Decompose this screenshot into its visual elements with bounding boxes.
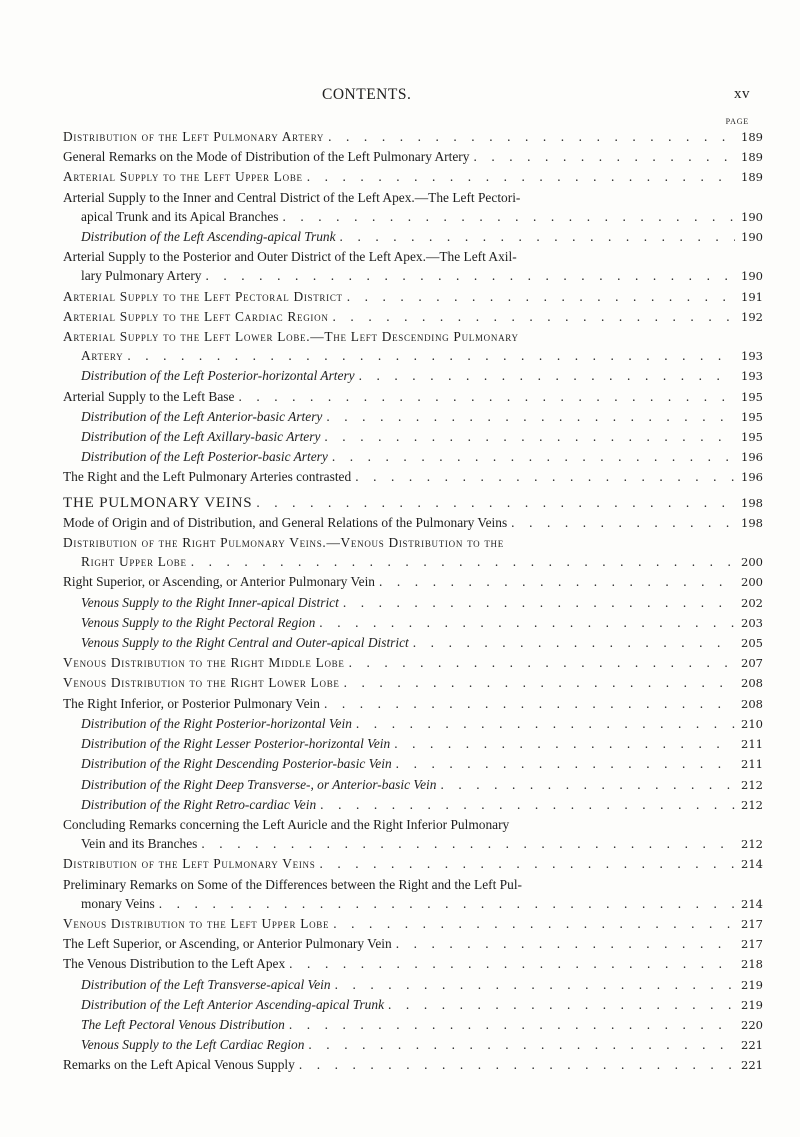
- toc-entry-page: 193: [741, 349, 763, 364]
- page-column-label: PAGE: [725, 117, 749, 126]
- toc-entry: [63, 734, 763, 754]
- dot-leader: [469, 147, 735, 166]
- toc-entry: [63, 366, 763, 386]
- toc-entry-title: The Left Pectoral Venous Distribution: [81, 1016, 285, 1032]
- toc-entry-page: 192: [741, 309, 763, 324]
- toc-entry-title: The Right and the Left Pulmonary Arteries contrasted: [63, 469, 352, 485]
- toc-entry: [63, 815, 763, 834]
- dot-leader: [340, 673, 735, 692]
- toc-entry: [63, 995, 763, 1015]
- toc-entry-title: Distribution of the Left Pulmonary Veins: [63, 856, 316, 872]
- dot-leader: [315, 613, 735, 632]
- toc-entry-page: 210: [741, 716, 763, 731]
- dot-leader: [304, 1035, 735, 1054]
- toc-entry: [63, 287, 763, 307]
- toc-entry-title: Distribution of the Left Pulmonary Artery: [63, 129, 325, 144]
- toc-entry: [63, 975, 763, 995]
- toc-entry-page: 189: [741, 170, 763, 185]
- toc-entry-page: 190: [741, 269, 763, 284]
- running-head: [0, 86, 800, 108]
- toc-entry-title: Venous Distribution to the Left Upper Lobe: [63, 915, 330, 931]
- toc-entry-page: 221: [741, 1058, 763, 1073]
- toc-entry-page: 220: [741, 1017, 763, 1032]
- toc-entry-page: 217: [741, 937, 763, 952]
- toc-entry: [63, 307, 763, 327]
- toc-entry: [63, 795, 763, 815]
- dot-leader: [278, 207, 735, 226]
- toc-entry-title: Arterial Supply to the Left Upper Lobe: [63, 169, 303, 185]
- toc-entry: [63, 613, 763, 633]
- dot-leader: [252, 493, 735, 512]
- toc-entry-title: Arterial Supply to the Left Base: [63, 388, 235, 404]
- toc-entry-title: lary Pulmonary Artery: [81, 268, 202, 284]
- page-title: CONTENTS.: [322, 86, 412, 103]
- dot-leader: [507, 513, 735, 532]
- toc-entry: [63, 633, 763, 653]
- toc-entry-title: Distribution of the Right Deep Transverse-, or Anterior-basic Vein: [81, 776, 437, 792]
- toc-entry-page: 189: [741, 130, 763, 144]
- toc-entry-title: Distribution of the Left Anterior-basic Artery: [81, 408, 323, 424]
- toc-entry: [63, 167, 763, 187]
- dot-leader: [339, 593, 735, 612]
- toc-entry: [63, 775, 763, 795]
- toc-entry: [63, 427, 763, 447]
- toc-entry-page: 205: [741, 636, 763, 651]
- dot-leader: [392, 754, 735, 773]
- dot-leader: [351, 467, 735, 486]
- toc-entry: [63, 653, 763, 673]
- dot-leader: [409, 633, 735, 652]
- dot-leader: [123, 346, 735, 365]
- dot-leader: [322, 407, 735, 426]
- toc-entry: [63, 894, 763, 914]
- toc-entry: [63, 552, 763, 572]
- toc-entry-title: Right Upper Lobe: [81, 554, 187, 570]
- toc-entry-title: Distribution of the Left Ascending-apical Trunk: [81, 229, 336, 245]
- toc-entry-title: Venous Distribution to the Right Lower Lobe: [63, 675, 340, 691]
- toc-entry: [63, 513, 763, 533]
- toc-entry: [63, 407, 763, 427]
- toc-entry-page: 191: [741, 289, 763, 304]
- toc-entry: [63, 954, 763, 974]
- toc-entry-title: Venous Distribution to the Right Middle Lobe: [63, 655, 345, 671]
- dot-leader: [316, 795, 735, 814]
- toc-entry-page: 221: [741, 1038, 763, 1053]
- toc-entry: [63, 227, 763, 247]
- toc-entry-page: 195: [741, 409, 763, 424]
- dot-leader: [390, 734, 735, 753]
- dot-leader: [436, 775, 735, 794]
- toc-entry: [63, 1015, 763, 1035]
- toc-entry: [63, 1035, 763, 1055]
- toc-entry-page: 217: [741, 916, 763, 931]
- toc-entry-page: 211: [741, 757, 763, 772]
- toc-entry-title: Arterial Supply to the Left Pectoral District: [63, 288, 343, 304]
- toc-entry: [63, 247, 763, 266]
- toc-entry-page: 207: [741, 656, 763, 671]
- toc-entry-page: 203: [741, 615, 763, 630]
- dot-leader: [202, 266, 736, 285]
- toc-entry-title: Arterial Supply to the Posterior and Outer District of the Left Apex.—The Left Axil-: [63, 249, 517, 265]
- dot-leader: [285, 1015, 735, 1034]
- toc-entry: [63, 188, 763, 207]
- toc-entry-title: Remarks on the Left Apical Venous Supply: [63, 1057, 295, 1073]
- toc-entry-title: Distribution of the Right Posterior-horizontal Vein: [81, 715, 352, 731]
- toc-entry-title: Distribution of the Left Posterior-horizontal Artery: [81, 368, 355, 384]
- toc-entry: [63, 493, 763, 513]
- dot-leader: [343, 287, 735, 306]
- toc-entry-page: 193: [741, 369, 763, 384]
- toc-entry: [63, 934, 763, 954]
- toc-entry: [63, 694, 763, 714]
- dot-leader: [295, 1055, 735, 1074]
- toc-entry-page: 211: [741, 737, 763, 752]
- dot-leader: [285, 954, 735, 973]
- toc-entry-page: 219: [741, 977, 763, 992]
- toc-entry-page: 195: [741, 389, 763, 404]
- dot-leader: [328, 447, 735, 466]
- toc-entry-title: Mode of Origin and of Distribution, and General Relations of the Pulmonary Veins: [63, 514, 508, 530]
- toc-entry-title: Distribution of the Right Retro-cardiac Vein: [81, 796, 317, 812]
- toc-entry-page: 198: [741, 495, 763, 510]
- toc-entry: [63, 467, 763, 487]
- dot-leader: [355, 366, 735, 385]
- toc-entry-title: The Right Inferior, or Posterior Pulmonary Vein: [63, 695, 320, 711]
- toc-entry-title: Venous Supply to the Left Cardiac Region: [81, 1037, 305, 1053]
- toc-entry-page: 214: [741, 896, 763, 911]
- toc-entry-page: 212: [741, 797, 763, 812]
- toc-entry-title: Distribution of the Right Lesser Posterior-horizontal Vein: [81, 736, 391, 752]
- page-number: xv: [734, 86, 750, 102]
- toc-entry: [63, 673, 763, 693]
- dot-leader: [303, 167, 735, 186]
- toc-entry-title: Distribution of the Left Transverse-apical Vein: [81, 976, 331, 992]
- toc-entry-page: 195: [741, 430, 763, 445]
- toc-entry-page: 200: [741, 575, 763, 590]
- toc-entry: [63, 1055, 763, 1075]
- toc-entry-page: 212: [741, 777, 763, 792]
- toc-entry-title: Artery: [81, 348, 124, 364]
- dot-leader: [234, 387, 735, 406]
- toc-entry: [63, 875, 763, 894]
- toc-entry-page: 200: [741, 555, 763, 570]
- toc-entry: [63, 207, 763, 227]
- dot-leader: [331, 975, 735, 994]
- toc-entry: [63, 447, 763, 467]
- toc-entry: [63, 572, 763, 592]
- dot-leader: [320, 694, 735, 713]
- toc-entry-page: 196: [741, 470, 763, 485]
- toc-entry: [63, 834, 763, 854]
- toc-entry-page: 196: [741, 450, 763, 465]
- toc-entry-title: Concluding Remarks concerning the Left Auricle and the Right Inferior Pulmonary: [63, 816, 510, 832]
- toc-entry-page: 202: [741, 595, 763, 610]
- toc-entry: [63, 593, 763, 613]
- toc-entry-page: 198: [741, 515, 763, 530]
- toc-entry-title: Venous Supply to the Right Inner-apical District: [81, 594, 339, 610]
- table-of-contents: [63, 127, 763, 1076]
- toc-entry-page: 214: [741, 857, 763, 872]
- toc-entry: [63, 914, 763, 934]
- dot-leader: [329, 307, 735, 326]
- toc-entry: [63, 754, 763, 774]
- toc-entry: [63, 387, 763, 407]
- toc-entry-title: The Left Superior, or Ascending, or Anterior Pulmonary Vein: [63, 936, 392, 952]
- dot-leader: [320, 427, 735, 446]
- dot-leader: [155, 894, 735, 913]
- toc-entry-title: The Venous Distribution to the Left Apex: [63, 956, 286, 972]
- toc-entry-title: Distribution of the Left Posterior-basic Artery: [81, 449, 328, 465]
- toc-entry-title: Distribution of the Left Anterior Ascending-apical Trunk: [81, 996, 385, 1012]
- dot-leader: [197, 834, 735, 853]
- toc-entry-page: 190: [741, 209, 763, 224]
- toc-entry-title: Distribution of the Right Descending Posterior-basic Vein: [81, 756, 392, 772]
- dot-leader: [375, 572, 735, 591]
- toc-entry-title: Distribution of the Left Axillary-basic Artery: [81, 429, 321, 445]
- toc-entry-title: General Remarks on the Mode of Distribution of the Left Pulmonary Artery: [63, 149, 470, 165]
- toc-entry-title: Distribution of the Right Pulmonary Veins.—Venous Distribution to the: [63, 535, 504, 551]
- toc-entry-title: Preliminary Remarks on Some of the Differences between the Right and the Left Pul-: [63, 876, 523, 892]
- toc-entry-title: Right Superior, or Ascending, or Anterior Pulmonary Vein: [63, 574, 376, 590]
- toc-entry: [63, 127, 763, 147]
- toc-entry-title: Venous Supply to the Right Pectoral Region: [81, 614, 316, 630]
- dot-leader: [187, 552, 735, 571]
- toc-entry: [63, 266, 763, 286]
- dot-leader: [315, 854, 735, 873]
- toc-entry: [63, 147, 763, 167]
- toc-entry: [63, 854, 763, 874]
- toc-entry-page: 189: [741, 150, 763, 165]
- toc-entry: [63, 714, 763, 734]
- toc-entry-page: 190: [741, 230, 763, 245]
- toc-entry-page: 208: [741, 696, 763, 711]
- toc-entry-page: 218: [741, 957, 763, 972]
- dot-leader: [324, 127, 735, 146]
- toc-entry-title: monary Veins: [81, 895, 155, 911]
- dot-leader: [345, 653, 735, 672]
- toc-entry-title: Arterial Supply to the Left Cardiac Region: [63, 308, 329, 324]
- toc-entry: [63, 533, 763, 552]
- toc-entry-page: 219: [741, 997, 763, 1012]
- toc-entry-title: Arterial Supply to the Left Lower Lobe.—The Left Descending Pulmonary: [63, 329, 519, 345]
- dot-leader: [392, 934, 735, 953]
- toc-entry-title: apical Trunk and its Apical Branches: [81, 208, 279, 224]
- toc-entry-page: 208: [741, 676, 763, 691]
- dot-leader: [352, 714, 735, 733]
- toc-entry-title: Arterial Supply to the Inner and Central District of the Left Apex.—The Left Pectori-: [63, 189, 521, 205]
- toc-entry: [63, 327, 763, 346]
- dot-leader: [336, 227, 735, 246]
- dot-leader: [329, 914, 735, 933]
- toc-entry-title: Venous Supply to the Right Central and Outer-apical District: [81, 635, 409, 651]
- toc-entry-page: 212: [741, 837, 763, 852]
- toc-entry-title: Vein and its Branches: [81, 836, 198, 852]
- toc-entry: [63, 346, 763, 366]
- toc-entry-title: THE PULMONARY VEINS: [63, 494, 253, 511]
- dot-leader: [384, 995, 735, 1014]
